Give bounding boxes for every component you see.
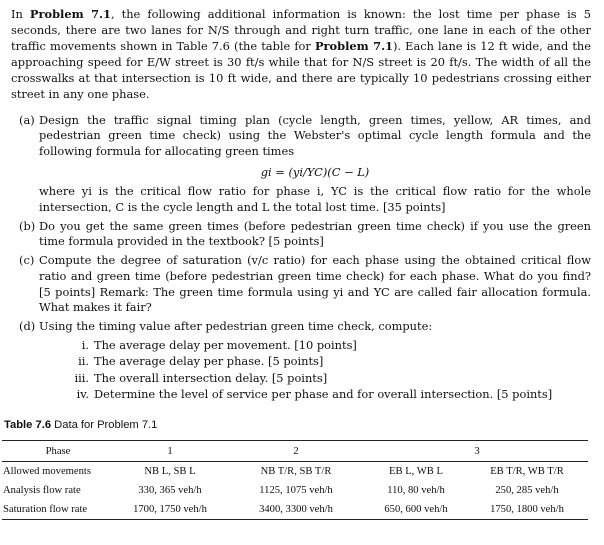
subpart-number: iv.	[76, 386, 89, 401]
part-label: (c)	[19, 253, 35, 268]
header-phase: Phase	[2, 441, 114, 462]
part-body	[39, 319, 591, 402]
subpart-item	[67, 353, 591, 369]
part-label: (b)	[19, 218, 36, 233]
part-d	[19, 319, 591, 402]
intro-ref-2: Problem 7.1	[314, 39, 393, 54]
table-cell: 110, 80 veh/h	[387, 485, 445, 496]
subpart-item	[67, 370, 591, 386]
table-cell: EB L, WB L	[389, 466, 443, 477]
part-c	[19, 253, 591, 316]
problem-intro	[11, 6, 591, 103]
header-phase-3: 3	[366, 441, 588, 462]
table-caption-text: Data for Problem 7.1	[51, 419, 158, 431]
part-text: Do you get the same green times (before pedestrian green time check) if you use the green time formula provided in the textbook? [5 points]	[39, 218, 591, 249]
part-text: Compute the degree of saturation (v/c ratio) for each phase using the obtained critical flow ratio and green time (before pedestrian green time check) for each phase. What do you find? [5 points] Remark: The green time formula using yi and YC are called fair allocation formula. What makes it fair?	[39, 253, 591, 315]
subpart-item	[67, 337, 591, 353]
table-cell: 3400, 3300 veh/h	[226, 500, 366, 520]
part-label: (a)	[19, 112, 35, 127]
formula-explanation: where yi is the critical flow ratio for phase i, YC is the critical flow ratio for the whole intersection, C is the cycle length and L the total lost time. [35 points]	[39, 184, 591, 215]
table-cell: 650, 600 veh/h	[366, 500, 466, 520]
subpart-number: ii.	[78, 354, 89, 369]
table-cell: 1750, 1800 veh/h	[466, 500, 588, 520]
part-body	[39, 113, 591, 216]
part-b	[19, 219, 591, 250]
table-cell: 1700, 1750 veh/h	[114, 500, 226, 520]
row-label: Allowed movements	[3, 466, 91, 477]
table-row	[2, 500, 588, 520]
subpart-text: The overall intersection delay. [5 points]	[94, 370, 328, 385]
intro-text-c: ). Each lane is 12 ft wide, and the approaching speed for E/W street is 30 ft/s while that for N/S street is 20 ft/s. The width of all the crosswalks at that intersection is 10 ft wide, and there are typically 10 pedestrians crossing either street in any one phase.	[11, 39, 591, 102]
intro-text-a: In	[11, 7, 30, 21]
header-phase-2: 2	[226, 441, 366, 462]
subpart-item	[67, 386, 591, 402]
header-phase-1: 1	[114, 441, 226, 462]
part-text: Design the traffic signal timing plan (cycle length, green times, yellow, AR times, and pedestrian green time check) using the Webster's optimal cycle length formula and the following formula for allocating green times	[39, 112, 591, 158]
subpart-number: iii.	[74, 370, 89, 385]
table-cell: NB T/R, SB T/R	[260, 466, 332, 477]
part-label: (d)	[19, 319, 36, 333]
table-caption-number: Table 7.6	[4, 419, 52, 431]
row-label: Saturation flow rate	[2, 500, 114, 520]
table-cell: EB T/R, WB T/R	[490, 466, 564, 477]
part-a	[19, 113, 591, 216]
phase-data-table	[2, 440, 588, 520]
row-label: Analysis flow rate	[3, 485, 81, 496]
question-parts	[19, 113, 591, 403]
subpart-text: The average delay per movement. [10 points]	[94, 337, 357, 352]
table-caption	[4, 419, 157, 431]
table-cell: 330, 365 veh/h	[138, 485, 202, 496]
table-cell: 1125, 1075 veh/h	[259, 485, 333, 496]
table-row	[2, 481, 588, 500]
table-cell: 250, 285 veh/h	[495, 485, 559, 496]
intro-text-b: , the following additional information is known: the lost time per phase is 5 seconds, there are two lanes for N/S through and right turn traffic, one lane in each of the other traffic movements shown in Table 7.6 (the table for	[11, 7, 591, 54]
table-row	[2, 462, 588, 482]
problem-document	[11, 6, 591, 405]
table-cell: NB L, SB L	[144, 466, 196, 477]
subpart-number: i.	[81, 337, 89, 352]
subpart-text: Determine the level of service per phase and for overall intersection. [5 points]	[94, 386, 553, 401]
part-text: Using the timing value after pedestrian green time check, compute:	[39, 319, 433, 333]
subpart-text: The average delay per phase. [5 points]	[94, 354, 324, 369]
subpart-list	[67, 337, 591, 403]
table-header-row	[2, 441, 588, 462]
green-time-formula: gi = (yi/YC)(C − L)	[260, 164, 370, 179]
intro-ref: Problem 7.1	[29, 7, 111, 21]
